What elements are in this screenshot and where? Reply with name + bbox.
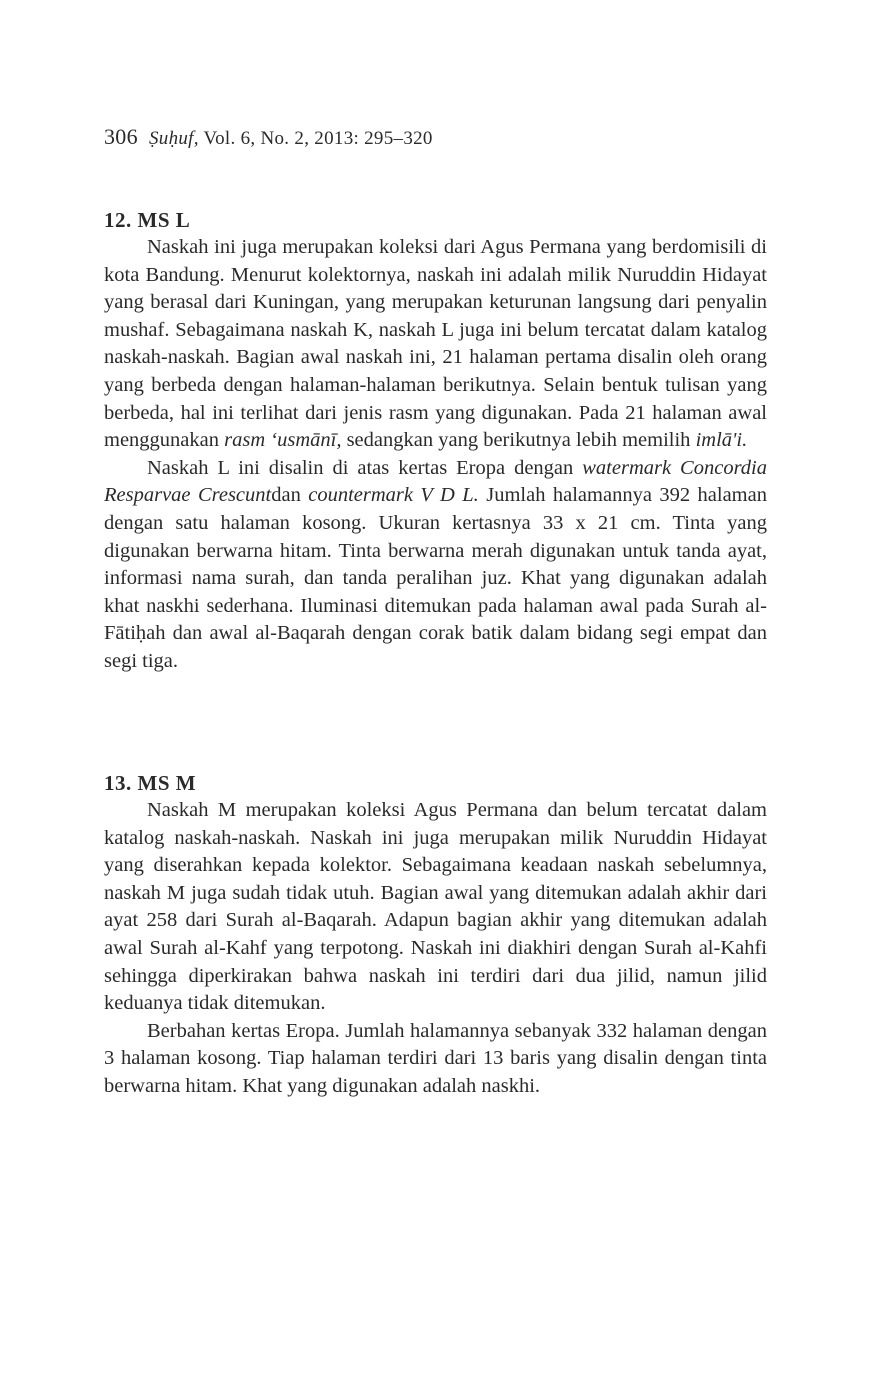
italic-run: watermark Concordia Resparvae Crescunt — [104, 456, 767, 507]
text-run: dan — [271, 484, 309, 507]
italic-run: rasm ‘usmānī, — [224, 429, 342, 452]
journal-name: Ṣuḥuf, — [148, 128, 199, 149]
citation: Vol. 6, No. 2, 2013: 295–320 — [203, 128, 433, 149]
section-heading: 13. MS M — [104, 771, 197, 795]
running-header — [104, 124, 433, 150]
section-ms-l — [104, 206, 767, 676]
page-number: 306 — [104, 124, 138, 149]
italic-run: imlā'i. — [695, 429, 748, 452]
text-run: Jumlah halamannya 392 halaman dengan satu halaman kosong. Ukuran kertasnya 33 x 21 cm. Tinta yang digunakan berwarna hitam. Tinta berwarna merah digunakan untuk tanda ayat, informasi nama surah, dan tanda peralihan juz. Khat yang digunakan adalah khat naskhi sederhana. Iluminasi ditemukan pada halaman awal pada Surah al-Fātiḥah dan awal al-Baqarah dengan corak batik dalam bidang segi empat dan segi tiga. — [104, 484, 767, 672]
text-run: Berbahan kertas Eropa. Jumlah halamannya sebanyak 332 halaman dengan 3 halaman kosong. Tiap halaman terdiri dari 13 baris yang disalin dengan tinta berwarna hitam. Khat yang digunakan adalah naskhi. — [104, 1019, 767, 1097]
text-run: Naskah M merupakan koleksi Agus Permana dan belum tercatat dalam katalog naskah-naskah. Naskah ini juga merupakan milik Nuruddin Hidayat yang diserahkan kepada kolektor. Sebagaimana keadaan naskah sebelumnya, naskah M juga sudah tidak utuh. Bagian awal yang ditemukan adalah akhir dari ayat 258 dari Surah al-Baqarah. Adapun bagian akhir yang ditemukan adalah awal Surah al-Kahf yang terpotong. Naskah ini diakhiri dengan Surah al-Kahfi sehingga diperkirakan bahwa naskah ini terdiri dari dua jilid, namun jilid keduanya tidak ditemukan. — [104, 799, 767, 1015]
paragraph — [104, 234, 767, 455]
section-ms-m — [104, 769, 767, 1101]
italic-run: countermark V D L. — [308, 484, 479, 507]
text-run: sedangkan yang berikutnya lebih memilih — [341, 429, 696, 452]
paragraph — [104, 455, 767, 676]
section-heading: 12. MS L — [104, 208, 191, 232]
paragraph — [104, 797, 767, 1018]
text-run: Naskah ini juga merupakan koleksi dari Agus Permana yang berdomisili di kota Bandung. Menurut kolektornya, naskah ini adalah milik Nuruddin Hidayat yang berasal dari Kuningan, yang merupakan keturunan langsung dari penyalin mushaf. Sebagaimana naskah K, naskah L juga ini belum tercatat dalam katalog naskah-naskah. Bagian awal naskah ini, 21 halaman pertama disalin oleh orang yang berbeda dengan halaman-halaman berikutnya. Selain bentuk tulisan yang berbeda, hal ini terlihat dari jenis rasm yang digunakan. Pada 21 halaman awal menggunakan — [104, 236, 767, 452]
text-run: Naskah L ini disalin di atas kertas Eropa dengan — [147, 456, 583, 479]
paragraph — [104, 1018, 767, 1101]
